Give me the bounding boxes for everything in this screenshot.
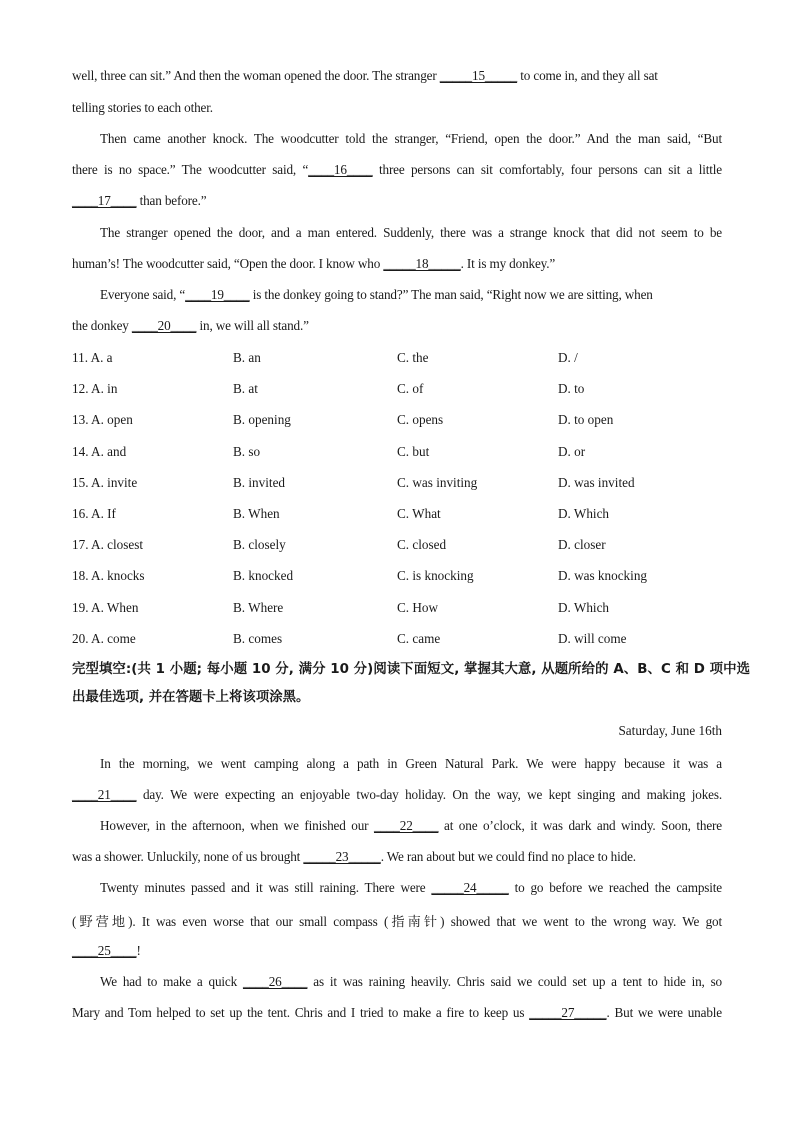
option-d: D. Which: [558, 600, 610, 615]
option-b: B. When: [233, 506, 280, 521]
option-d: D. was knocking: [558, 568, 648, 583]
option-c: C. of: [397, 381, 424, 396]
passage-line: However, in the afternoon, when we finished our ____22____ at one o’clock, it was dark and windy. Soon, there: [100, 818, 722, 833]
option-c: C. closed: [397, 537, 447, 552]
passage-line: ____25____!: [72, 943, 141, 958]
blank-18: _____18_____: [383, 256, 461, 271]
option-a: 12. A. in: [72, 381, 118, 396]
passage-line: ____21____ day. We were expecting an enjoyable two-day holiday. On the way, we kept singing and making jokes.: [72, 787, 722, 802]
option-b: B. knocked: [233, 568, 294, 583]
option-c: C. the: [397, 350, 429, 365]
option-d: D. /: [558, 350, 578, 365]
passage-line: (野营地). It was even worse that our small compass (指南针) showed that we went to the wrong way. We got: [72, 914, 722, 929]
passage-line: We had to make a quick ____26____ as it was raining heavily. Chris said we could set up a tent to hide in, so: [100, 974, 722, 989]
passage-line: Twenty minutes passed and it was still raining. There were _____24_____ to go before we reached the campsite: [100, 880, 722, 895]
option-b: B. comes: [233, 631, 283, 646]
option-row: [72, 444, 752, 462]
passage-line: The stranger opened the door, and a man entered. Suddenly, there was a strange knock that did not seem to be: [100, 225, 722, 240]
blank-19: ____19____: [185, 287, 250, 302]
option-a: 19. A. When: [72, 600, 139, 615]
option-row: [72, 568, 752, 586]
section-heading: 完型填空:(共 1 小题; 每小题 10 分, 满分 10 分)阅读下面短文, 掌握其大意, 从题所给的 A、B、C 和 D 项中选出最佳选项, 并在答题卡上将该项涂黑。: [72, 662, 750, 705]
blank-24: _____24_____: [431, 880, 509, 895]
option-d: D. to open: [558, 412, 614, 427]
blank-27: _____27_____: [529, 1005, 607, 1020]
option-d: D. to: [558, 381, 585, 396]
option-b: B. invited: [233, 475, 286, 490]
option-a: 20. A. come: [72, 631, 136, 646]
blank-21: ____21____: [72, 787, 137, 802]
option-row: [72, 350, 752, 368]
passage-line: ____17____ than before.”: [72, 193, 207, 208]
passage-line: telling stories to each other.: [72, 100, 213, 115]
option-b: B. an: [233, 350, 261, 365]
passage-line: there is no space.” The woodcutter said, “____16____ three persons can sit comfortably, four persons can sit a little: [72, 162, 722, 177]
option-c: C. was inviting: [397, 475, 478, 490]
option-a: 16. A. If: [72, 506, 116, 521]
diary-date: Saturday, June 16th: [618, 723, 722, 738]
blank-26: ____26____: [242, 974, 308, 989]
blank-23: _____23_____: [303, 849, 381, 864]
blank-20: ____20____: [131, 318, 197, 333]
option-row: [72, 631, 752, 649]
blank-16: ____16____: [308, 162, 373, 177]
option-b: B. opening: [233, 412, 291, 427]
option-c: C. is knocking: [397, 568, 474, 583]
passage-line: well, three can sit.” And then the woman opened the door. The stranger _____15_____ to come in, and they all sat: [72, 68, 658, 83]
option-c: C. opens: [397, 412, 444, 427]
option-b: B. at: [233, 381, 258, 396]
option-c: C. but: [397, 444, 430, 459]
option-d: D. closer: [558, 537, 606, 552]
option-d: D. Which: [558, 506, 610, 521]
passage-line: In the morning, we went camping along a path in Green Natural Park. We were happy because it was a: [100, 756, 722, 771]
option-row: [72, 506, 752, 524]
option-c: C. How: [397, 600, 439, 615]
blank-25: ____25____: [72, 943, 137, 958]
option-a: 11. A. a: [72, 350, 113, 365]
option-a: 14. A. and: [72, 444, 127, 459]
blank-15: _____15_____: [439, 68, 518, 83]
passage-line: Mary and Tom helped to set up the tent. Chris and I tried to make a fire to keep us _____27_____. But we were unable: [72, 1005, 722, 1020]
option-d: D. will come: [558, 631, 627, 646]
option-row: [72, 412, 752, 430]
option-a: 17. A. closest: [72, 537, 144, 552]
option-row: [72, 475, 752, 493]
passage-line: the donkey ____20____ in, we will all stand.”: [72, 318, 309, 333]
blank-17: ____17____: [72, 193, 137, 208]
option-c: C. came: [397, 631, 441, 646]
option-row: [72, 381, 752, 399]
passage-line: was a shower. Unluckily, none of us brought _____23_____. We ran about but we could find no place to hide.: [72, 849, 636, 864]
option-a: 15. A. invite: [72, 475, 138, 490]
option-b: B. so: [233, 444, 261, 459]
option-d: D. was invited: [558, 475, 635, 490]
option-a: 13. A. open: [72, 412, 133, 427]
passage-line: Everyone said, “____19____ is the donkey going to stand?” The man said, “Right now we are sitting, when: [100, 287, 653, 302]
option-row: [72, 537, 752, 555]
option-b: B. Where: [233, 600, 284, 615]
blank-22: ____22____: [373, 818, 439, 833]
option-d: D. or: [558, 444, 586, 459]
option-b: B. closely: [233, 537, 286, 552]
passage-line: human’s! The woodcutter said, “Open the door. I know who _____18_____. It is my donkey.”: [72, 256, 556, 271]
option-row: [72, 600, 752, 618]
option-c: C. What: [397, 506, 441, 521]
option-a: 18. A. knocks: [72, 568, 145, 583]
passage-line: Then came another knock. The woodcutter told the stranger, “Friend, open the door.” And the man said, “But: [100, 131, 722, 146]
